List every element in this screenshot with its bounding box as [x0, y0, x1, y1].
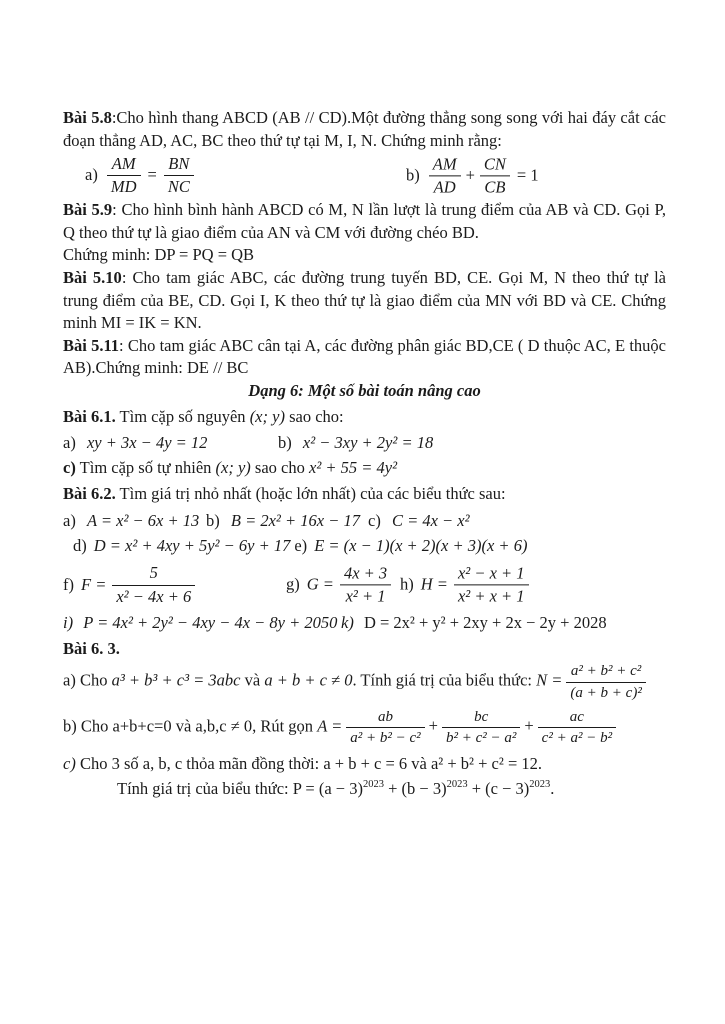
- expression-prefix: P =: [292, 779, 319, 799]
- expression: xy + 3x − 4y = 12: [86, 433, 208, 453]
- fraction-numerator: AM: [429, 154, 461, 176]
- part-c-text-2: và: [407, 754, 431, 774]
- part-b-group: [278, 432, 433, 455]
- problem-6-2-text: Tìm giá trị nhỏ nhất (hoặc lớn nhất) của các biểu thức sau:: [115, 484, 506, 504]
- expression: A = x² − 6x + 13: [86, 510, 200, 530]
- problem-6-2-label: Bài 6.2.: [63, 484, 116, 504]
- problem-5-8-statement: [63, 107, 666, 152]
- term: + (b − 3): [383, 779, 447, 799]
- part-c-text-2: sao cho: [250, 457, 309, 477]
- expression: D = 2x² + y² + 2xy + 2x − 2y + 2028: [363, 613, 607, 633]
- part-c-label: c): [63, 754, 76, 774]
- period: .: [550, 779, 555, 799]
- fraction-denominator: AD: [433, 177, 456, 197]
- expression-prefix: A =: [317, 716, 343, 736]
- evaluate-text: Tính giá trị của biểu thức:: [117, 779, 293, 799]
- fraction: [346, 708, 424, 748]
- fraction: [442, 708, 520, 748]
- part-k-label: k): [341, 613, 354, 633]
- fraction: [164, 154, 194, 197]
- part-h-group: [400, 563, 531, 606]
- expression: a + b + c ≠ 0: [264, 670, 353, 690]
- expression: a³ + b³ + c³ = 3abc: [111, 670, 241, 690]
- part-a-label: a): [85, 165, 98, 185]
- fraction: [538, 708, 616, 748]
- problem-5-9-conclusion: Chứng minh: DP = PQ = QB: [63, 245, 255, 265]
- part-b-label: b): [278, 433, 292, 453]
- fraction: [454, 563, 529, 606]
- part-b-label: b): [63, 716, 77, 736]
- fraction-numerator: CN: [480, 154, 510, 176]
- fraction-denominator: a² + b² − c²: [350, 730, 421, 747]
- section-heading: Dạng 6: Một số bài toán nâng cao: [248, 380, 481, 400]
- expression: x² − 3xy + 2y² = 18: [302, 433, 434, 453]
- fraction-denominator: MD: [110, 177, 137, 197]
- part-g-label: g): [286, 574, 300, 594]
- fraction-numerator: x² − x + 1: [454, 563, 529, 585]
- problem-5-8-label: Bài 5.8: [63, 108, 112, 127]
- problem-6-1-statement: [63, 406, 666, 429]
- expression: B = 2x² + 16x − 17: [230, 510, 360, 530]
- problem-5-9-text: : Cho hình bình hành ABCD có M, N lần lượt là trung điểm của AB và CD. Gọi P, Q theo thứ tự là giao điểm của AN và CM với đường chéo BD.: [63, 200, 666, 242]
- part-a-text-3: . Tính giá trị của biểu thức:: [352, 670, 537, 690]
- part-a-label: a): [63, 670, 76, 690]
- exponent: 2023: [446, 779, 468, 791]
- expression: x² + 55 = 4y²: [309, 457, 398, 477]
- part-f-label: f): [63, 574, 74, 594]
- problem-5-11-statement: [63, 335, 666, 380]
- problem-6-2-parts-fgh: [63, 558, 666, 612]
- part-i-label: i): [63, 613, 74, 633]
- problem-5-10-label: Bài 5.10: [63, 267, 122, 287]
- fraction: [429, 154, 461, 197]
- problem-6-3-part-c-evaluate: [63, 778, 666, 801]
- fraction: [112, 563, 195, 606]
- math-pair-xy: (x; y): [249, 406, 285, 426]
- problem-6-1-label: Bài 6.1.: [63, 406, 116, 426]
- fraction-numerator: bc: [442, 708, 520, 728]
- fraction-denominator: x² + 1: [345, 586, 386, 606]
- part-c-label: c): [368, 510, 381, 530]
- part-c-group: [368, 510, 470, 533]
- fraction-denominator: (a + b + c)²: [570, 684, 642, 701]
- exponent: 2023: [529, 779, 551, 791]
- problem-5-10-statement: [63, 267, 666, 335]
- part-b-group: [406, 154, 539, 197]
- part-b-label: b): [406, 165, 420, 185]
- fraction: [340, 563, 391, 606]
- part-a-label: a): [63, 510, 76, 530]
- expression-prefix: F =: [81, 574, 107, 594]
- problem-5-10-text: : Cho tam giác ABC, các đường trung tuyến BD, CE. Gọi M, N theo thứ tự là trung điểm của BE, CD. Gọi I, K theo thứ tự là giao điểm của MN với BD và CE. Chứng minh MI = IK = KN.: [63, 267, 666, 333]
- plus-sign: +: [465, 165, 475, 185]
- problem-6-1-text: Tìm cặp số nguyên: [115, 406, 250, 426]
- fraction: [566, 662, 645, 702]
- expression: C = 4x − x²: [391, 510, 470, 530]
- fraction-numerator: AM: [107, 154, 141, 176]
- part-a-text-2: và: [240, 670, 265, 690]
- fraction: [480, 154, 510, 197]
- problem-5-11-label: Bài 5.11: [63, 335, 120, 355]
- expression-prefix: G =: [306, 574, 334, 594]
- problem-6-3-part-c: [63, 753, 666, 776]
- part-c-text-3: .: [537, 754, 543, 774]
- problem-6-2-parts-abc: [63, 510, 666, 533]
- expression: D = x² + 4xy + 5y² − 6y + 17: [93, 535, 291, 555]
- math-pair-xy: (x; y): [215, 457, 251, 477]
- expression-prefix: N =: [536, 670, 563, 690]
- problem-6-2-parts-ik: [63, 612, 666, 635]
- part-h-label: h): [400, 574, 414, 594]
- part-b-group: [206, 510, 360, 533]
- equals-sign: =: [147, 165, 157, 185]
- problem-6-1-parts-ab: [63, 432, 666, 455]
- problem-6-3-label: Bài 6. 3.: [63, 638, 120, 658]
- expression: P = 4x² + 2y² − 4xy − 4x − 8y + 2050: [83, 613, 338, 633]
- problem-5-11-text: : Cho tam giác ABC cân tại A, các đường phân giác BD,CE ( D thuộc AC, E thuộc AB).Chứng minh: DE // BC: [63, 335, 666, 378]
- problem-6-3-part-a: [63, 662, 666, 702]
- plus-sign: +: [428, 716, 438, 736]
- fraction-numerator: 4x + 3: [340, 563, 391, 585]
- part-c-text: Cho 3 số a, b, c thỏa mãn đồng thời:: [75, 754, 324, 774]
- problem-6-3-part-b: [63, 708, 666, 748]
- part-b-text: Cho a+b+c=0 và a,b,c ≠ 0, Rút gọn: [76, 716, 318, 736]
- part-c-text: Tìm cặp số tự nhiên: [75, 457, 216, 477]
- fraction-denominator: CB: [484, 177, 506, 197]
- part-a-label: a): [63, 433, 76, 453]
- worksheet-content: [63, 107, 666, 801]
- fraction: [107, 154, 141, 197]
- term: (a − 3): [318, 779, 363, 799]
- problem-5-8-text: :Cho hình thang ABCD (AB // CD).Một đường thẳng song song với hai đáy cắt các đoạn thẳng AD, AC, BC theo thứ tự tại M, I, N. Chứng minh rằng:: [63, 108, 666, 150]
- problem-5-8-parts: [63, 152, 666, 199]
- expression: E = (x − 1)(x + 2)(x + 3)(x + 6): [314, 535, 528, 555]
- problem-5-9-label: Bài 5.9: [63, 200, 113, 220]
- equation-tail: = 1: [516, 165, 539, 185]
- problem-6-1-part-c: [63, 457, 666, 480]
- part-c-label: c): [63, 457, 76, 477]
- part-d-label: d): [73, 535, 87, 555]
- part-g-group: [286, 563, 393, 606]
- exponent: 2023: [362, 779, 384, 791]
- problem-5-9-statement: [63, 199, 666, 244]
- fraction-denominator: c² + a² − b²: [541, 730, 613, 747]
- fraction-numerator: ab: [346, 708, 424, 728]
- fraction-numerator: a² + b² + c²: [566, 662, 645, 682]
- fraction-denominator: NC: [167, 177, 190, 197]
- fraction-numerator: ac: [538, 708, 616, 728]
- term: + (c − 3): [467, 779, 530, 799]
- expression: a² + b² + c² = 12: [430, 754, 538, 774]
- problem-6-2-statement: [63, 483, 666, 506]
- fraction-denominator: x² + x + 1: [457, 586, 525, 606]
- part-b-label: b): [206, 510, 220, 530]
- problem-6-2-parts-de: [63, 535, 666, 558]
- expression: a + b + c = 6: [323, 754, 408, 774]
- fraction-denominator: b² + c² − a²: [445, 730, 517, 747]
- plus-sign: +: [524, 716, 534, 736]
- part-e-label: e): [294, 535, 308, 555]
- part-a-text: Cho: [75, 670, 112, 690]
- part-k-group: [341, 612, 607, 635]
- expression-prefix: H =: [420, 574, 448, 594]
- fraction-denominator: x² − 4x + 6: [116, 586, 192, 606]
- problem-6-1-text-2: sao cho:: [284, 406, 344, 426]
- fraction-numerator: 5: [112, 563, 195, 585]
- fraction-numerator: BN: [164, 154, 194, 176]
